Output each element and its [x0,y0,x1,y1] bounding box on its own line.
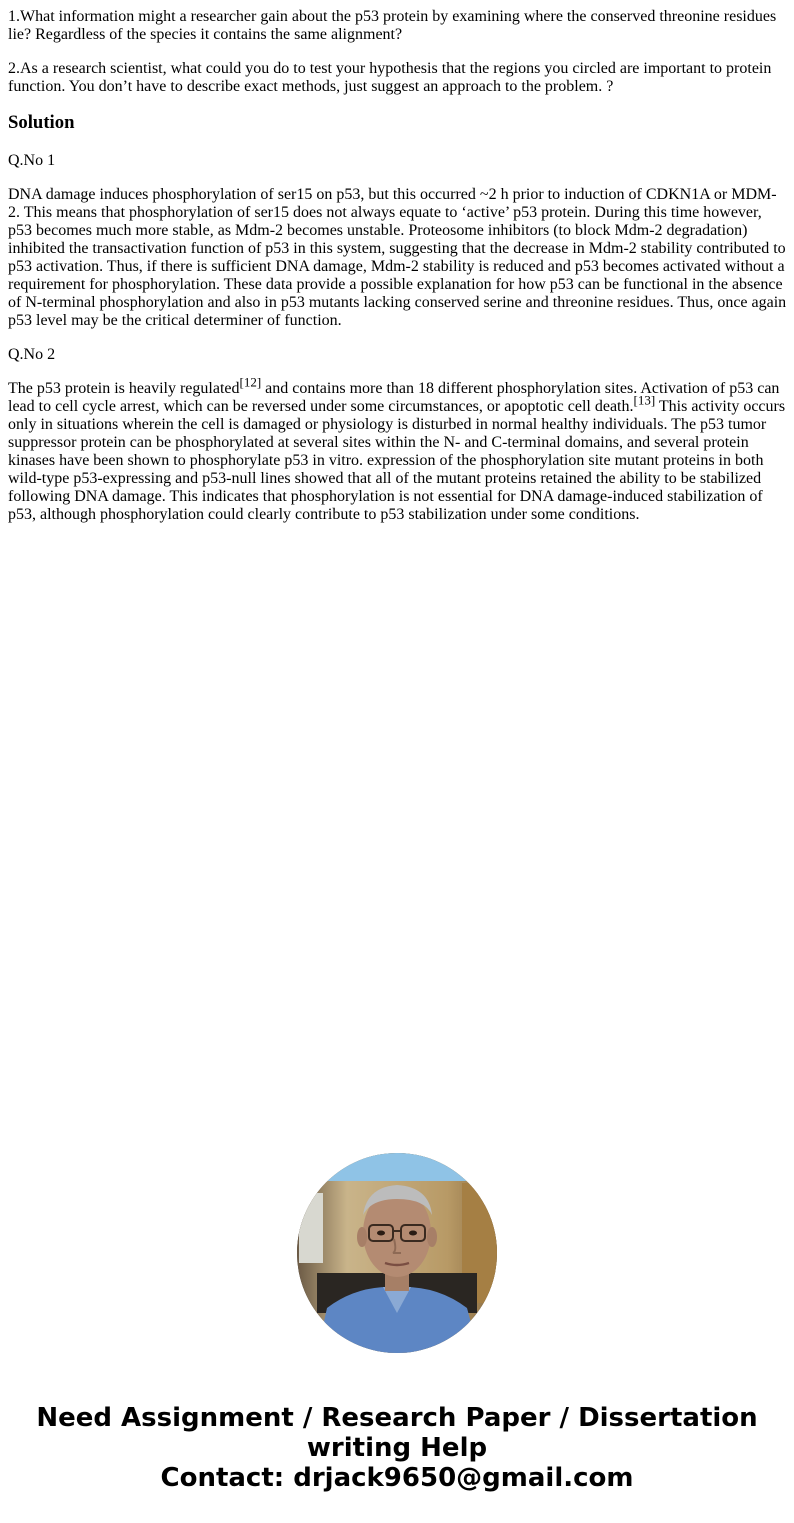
banner-line-1: Need Assignment / Research Paper / Dissertation [36,1403,758,1433]
banner-contact: Contact: drjack9650@gmail.com [160,1463,634,1493]
banner-line-2: writing Help [306,1433,488,1463]
document-body [8,8,788,540]
citation-12: [12] [239,374,262,390]
answer-2-text [8,374,788,524]
solution-heading: Solution [8,112,75,133]
answer-2-label: Q.No 2 [8,346,56,363]
citation-13: [13] [633,392,656,408]
question-2: 2.As a research scientist, what could you do to test your hypothesis that the regions you circled are important to protein function. You don’t have to describe exact methods, just suggest an approach to the problem. ? [8,60,772,95]
author-portrait [297,1153,497,1353]
answer-2-part-1: The p53 protein is heavily regulated [8,380,240,397]
answer-2-part-3: This activity occurs only in situations wherein the cell is damaged or physiology is disturbed in normal healthy individuals. The p53 tumor suppressor protein can be phosphorylated at several sites within the N- and C-terminal domains, and several protein kinases have been shown to phosphorylate p53 in vitro. expression of the phosphorylation site mutant proteins in both wild-type p53-expressing and p53-null lines showed that all of the mutant proteins retained the ability to be stabilized following DNA damage. This indicates that phosphorylation is not essential for DNA damage-induced stabilization of p53, although phosphorylation could clearly contribute to p53 stabilization under some conditions. [8,398,786,523]
answer-2-part-2: and contains more than 18 different phosphorylation sites. Activation of p53 can lead to cell cycle arrest, which can be reversed under some circumstances, or apoptotic cell death. [8,380,780,415]
help-banner [0,1403,794,1493]
answer-1-label: Q.No 1 [8,152,56,169]
question-1: 1.What information might a researcher gain about the p53 protein by examining where the conserved threonine residues lie? Regardless of the species it contains the same alignment? [8,8,777,43]
answer-1-text: DNA damage induces phosphorylation of ser15 on p53, but this occurred ~2 h prior to induction of CDKN1A or MDM-2. This means that phosphorylation of ser15 does not always equate to ‘active’ p53 protein. During this time however, p53 becomes much more stable, as Mdm-2 becomes unstable. Proteosome inhibitors (to block Mdm-2 degradation) inhibited the transactivation function of p53 in this system, suggesting that the decrease in Mdm-2 stability contributed to p53 activation. Thus, if there is sufficient DNA damage, Mdm-2 stability is reduced and p53 becomes activated without a requirement for phosphorylation. These data provide a possible explanation for how p53 can be functional in the absence of N-terminal phosphorylation and also in p53 mutants lacking conserved serine and threonine residues. Thus, once again p53 level may be the critical determiner of function. [8,186,787,329]
author-photo [297,1153,497,1353]
